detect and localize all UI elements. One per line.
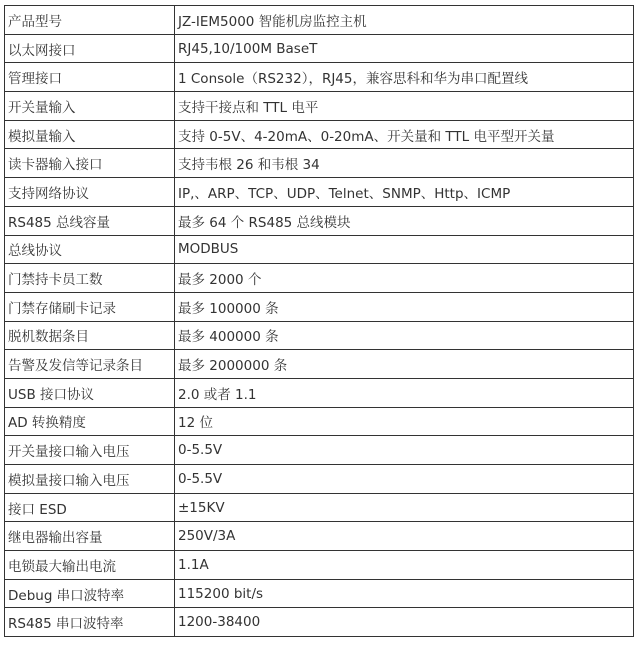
table-row — [5, 407, 634, 436]
spec-table — [4, 5, 634, 637]
spec-key: 支持网络协议 — [5, 178, 175, 207]
spec-key: 告警及发信等记录条目 — [5, 350, 175, 379]
spec-value: 1 Console（RS232），RJ45，兼容思科和华为串口配置线 — [175, 63, 634, 92]
spec-key: 门禁存储刷卡记录 — [5, 292, 175, 321]
spec-key: 接口 ESD — [5, 493, 175, 522]
table-row — [5, 292, 634, 321]
spec-value: 12 位 — [175, 407, 634, 436]
spec-key: 门禁持卡员工数 — [5, 264, 175, 293]
table-row — [5, 608, 634, 637]
spec-key: 产品型号 — [5, 6, 175, 35]
table-row — [5, 149, 634, 178]
spec-key: 开关量接口输入电压 — [5, 436, 175, 465]
spec-value: 1.1A — [175, 551, 634, 580]
spec-value: 2.0 或者 1.1 — [175, 378, 634, 407]
spec-value: 最多 2000000 条 — [175, 350, 634, 379]
spec-value: 0-5.5V — [175, 465, 634, 494]
table-row — [5, 206, 634, 235]
table-row — [5, 63, 634, 92]
spec-key: Debug 串口波特率 — [5, 579, 175, 608]
table-row — [5, 493, 634, 522]
spec-key: 模拟量接口输入电压 — [5, 465, 175, 494]
spec-key: 继电器输出容量 — [5, 522, 175, 551]
table-row — [5, 120, 634, 149]
table-row — [5, 34, 634, 63]
spec-value: ±15KV — [175, 493, 634, 522]
spec-value: 0-5.5V — [175, 436, 634, 465]
spec-value: 115200 bit/s — [175, 579, 634, 608]
table-row — [5, 350, 634, 379]
table-row — [5, 522, 634, 551]
spec-value: JZ-IEM5000 智能机房监控主机 — [175, 6, 634, 35]
spec-key: 开关量输入 — [5, 92, 175, 121]
spec-value: 最多 2000 个 — [175, 264, 634, 293]
spec-value: 最多 400000 条 — [175, 321, 634, 350]
spec-key: 模拟量输入 — [5, 120, 175, 149]
table-row — [5, 178, 634, 207]
spec-key: 读卡器输入接口 — [5, 149, 175, 178]
spec-key: 电锁最大输出电流 — [5, 551, 175, 580]
spec-value: 支持 0-5V、4-20mA、0-20mA、开关量和 TTL 电平型开关量 — [175, 120, 634, 149]
spec-key: 脱机数据条目 — [5, 321, 175, 350]
spec-value: 250V/3A — [175, 522, 634, 551]
spec-key: 以太网接口 — [5, 34, 175, 63]
table-row — [5, 465, 634, 494]
table-row — [5, 579, 634, 608]
spec-key: 总线协议 — [5, 235, 175, 264]
table-row — [5, 378, 634, 407]
spec-key: RS485 串口波特率 — [5, 608, 175, 637]
spec-value: 支持干接点和 TTL 电平 — [175, 92, 634, 121]
spec-key: AD 转换精度 — [5, 407, 175, 436]
spec-value: 最多 64 个 RS485 总线模块 — [175, 206, 634, 235]
table-row — [5, 436, 634, 465]
table-row — [5, 6, 634, 35]
table-row — [5, 321, 634, 350]
spec-value: 最多 100000 条 — [175, 292, 634, 321]
table-row — [5, 92, 634, 121]
spec-value: 支持韦根 26 和韦根 34 — [175, 149, 634, 178]
spec-key: 管理接口 — [5, 63, 175, 92]
table-row — [5, 551, 634, 580]
spec-key: RS485 总线容量 — [5, 206, 175, 235]
spec-value: MODBUS — [175, 235, 634, 264]
spec-value: 1200-38400 — [175, 608, 634, 637]
spec-value: RJ45,10/100M BaseT — [175, 34, 634, 63]
spec-key: USB 接口协议 — [5, 378, 175, 407]
table-row — [5, 235, 634, 264]
table-row — [5, 264, 634, 293]
spec-value: IP,、ARP、TCP、UDP、Telnet、SNMP、Http、ICMP — [175, 178, 634, 207]
